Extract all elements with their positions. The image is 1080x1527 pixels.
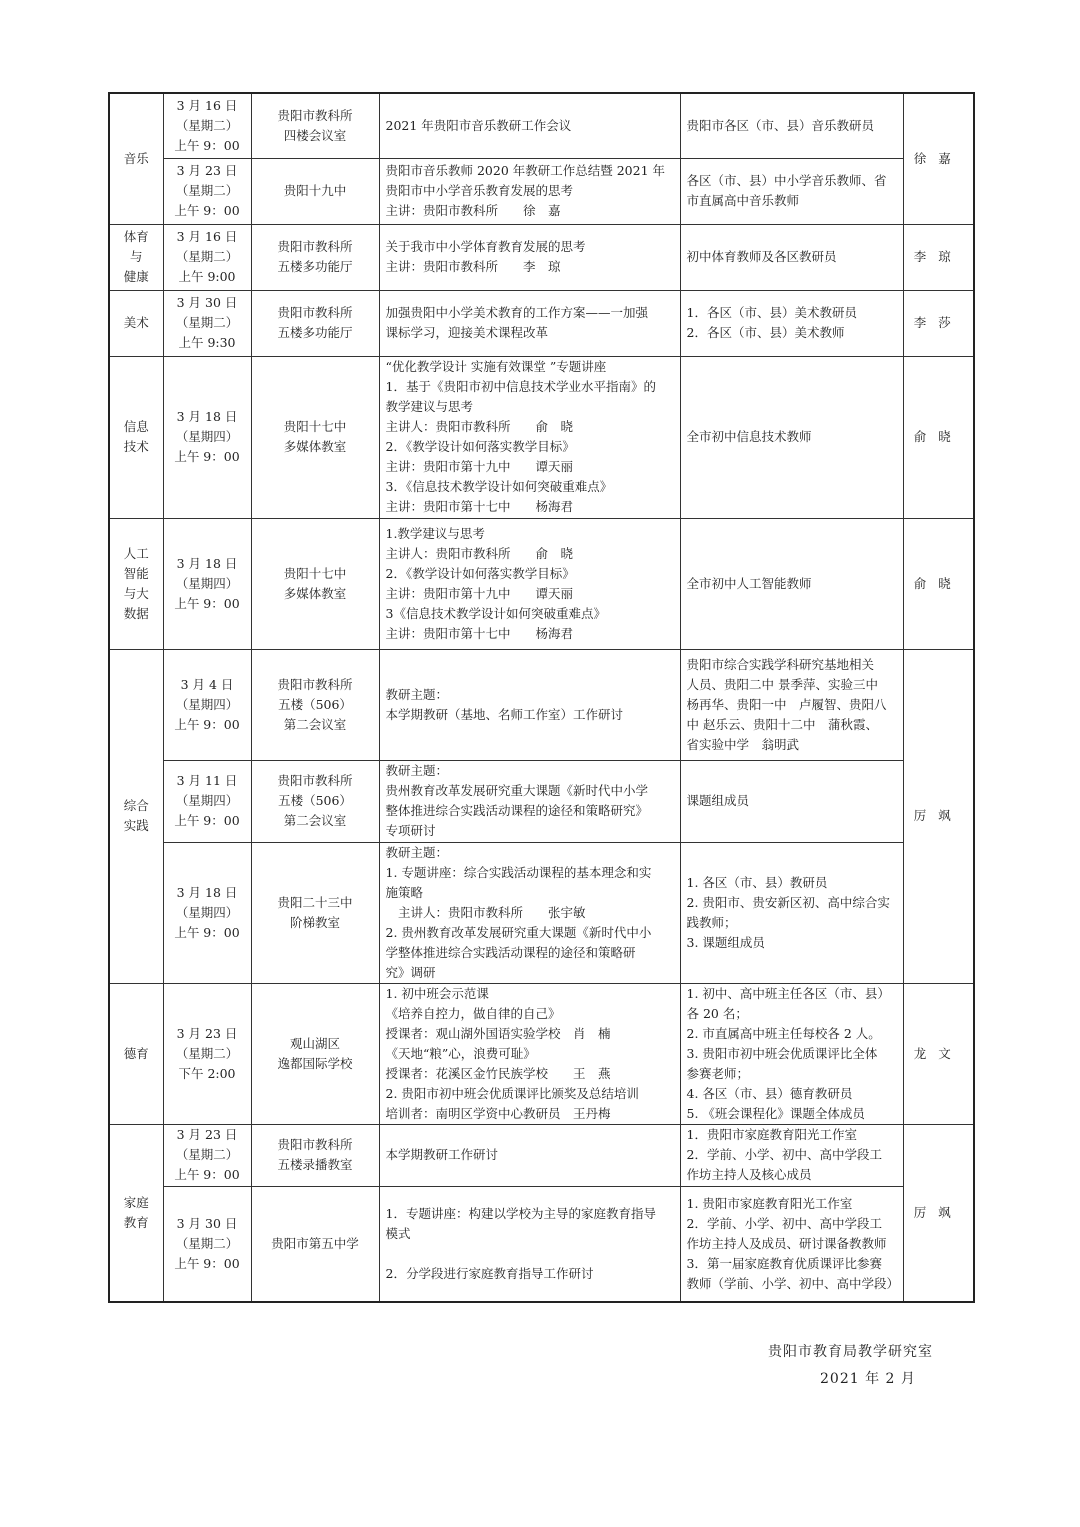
content-cell-line: 2021 年贵阳市音乐教研工作会议 xyxy=(385,117,572,133)
audience-cell-line: 践教师； xyxy=(686,914,737,930)
date-cell-line: （星期二） xyxy=(175,249,239,264)
place-cell xyxy=(251,1124,379,1186)
date-cell xyxy=(163,649,251,760)
place-cell xyxy=(251,760,379,842)
date-cell-line: 3 月 16 日 xyxy=(176,97,238,113)
audience-cell-line: 2．学前、小学、初中、高中学段工 xyxy=(686,1215,882,1231)
place-cell-line: 观山湖区 xyxy=(289,1035,340,1051)
content-cell xyxy=(379,93,680,158)
content-cell-line: 贵州教育改革发展研究重大课题《新时代中小学 xyxy=(385,783,649,798)
content-cell-line: 学整体推进综合实践活动课程的途径和策略研 xyxy=(385,944,636,960)
place-cell-line: 贵阳十七中 xyxy=(283,565,347,581)
place-cell xyxy=(251,1186,379,1302)
date-cell-line: 下午 2:00 xyxy=(178,1065,236,1081)
content-cell-line: 本学期教研工作研讨 xyxy=(385,1147,499,1162)
content-cell-line: 整体推进综合实践活动课程的途径和策略研究》 xyxy=(385,803,649,818)
place-cell-line: 贵阳市第五中学 xyxy=(271,1235,359,1251)
audience-cell-line: 杨再华、贵阳一中 卢履智、贵阳八 xyxy=(686,696,887,712)
date-cell-line: 3 月 30 日 xyxy=(176,295,238,310)
date-cell-line: 上午 9：00 xyxy=(174,449,240,464)
date-cell-line: 上午 9：00 xyxy=(174,716,240,732)
content-cell-line: 授课者：观山湖外国语实验学校 肖 楠 xyxy=(385,1025,611,1041)
audience-cell xyxy=(680,290,903,356)
place-cell xyxy=(251,224,379,290)
place-cell-line: 五楼（506） xyxy=(278,793,352,808)
audience-cell-line: 作坊主持人及核心成员 xyxy=(686,1167,812,1182)
schedule-table xyxy=(108,92,975,1303)
place-cell-line: 五楼多功能厅 xyxy=(277,325,353,340)
footer-date: 2021 年 2 月 xyxy=(820,1371,916,1387)
audience-cell-line: 市直属高中音乐教师 xyxy=(686,193,800,208)
date-cell xyxy=(163,518,251,649)
date-cell-line: （星期二） xyxy=(175,117,239,133)
audience-cell-line: 人员、贵阳二中 景季萍、实验三中 xyxy=(686,676,878,692)
content-cell xyxy=(379,158,680,224)
place-cell-line: 贵阳市教科所 xyxy=(277,239,353,254)
place-cell-line: 多媒体教室 xyxy=(283,439,347,454)
audience-cell-line: 3. 贵阳市初中班会优质课评比全体 xyxy=(686,1045,878,1061)
date-cell-line: （星期四） xyxy=(175,575,239,591)
audience-cell-line: 各区（市、县）中小学音乐教师、省 xyxy=(686,173,887,188)
date-cell-line: 3 月 18 日 xyxy=(176,409,238,424)
date-cell-line: 上午 9：00 xyxy=(174,1167,240,1182)
subject-cell-line: 德育 xyxy=(123,1045,149,1061)
subject-cell xyxy=(109,290,163,356)
content-cell-line: 主讲：贵阳市教科所 徐 嘉 xyxy=(385,203,561,218)
table-row xyxy=(109,1186,974,1302)
content-cell xyxy=(379,983,680,1124)
audience-cell-line: 参赛老师； xyxy=(686,1065,750,1081)
content-cell-line: 1．基于《贵阳市初中信息技术学业水平指南》的 xyxy=(385,379,656,394)
date-cell xyxy=(163,356,251,518)
audience-cell xyxy=(680,983,903,1124)
subject-cell xyxy=(109,93,163,224)
place-cell-line: 贵阳十九中 xyxy=(283,183,347,198)
content-cell xyxy=(379,760,680,842)
place-cell xyxy=(251,842,379,983)
date-cell-line: （星期四） xyxy=(175,696,239,712)
content-cell-line: 1．专题讲座：构建以学校为主导的家庭教育指导 xyxy=(385,1205,656,1221)
audience-cell-line: 3．第一届家庭教育优质课评比参赛 xyxy=(686,1255,882,1271)
place-cell xyxy=(251,93,379,158)
audience-cell-line: 1．贵阳市家庭教育阳光工作室 xyxy=(686,1127,857,1142)
subject-cell xyxy=(109,983,163,1124)
leader-cell: 李琼 xyxy=(903,224,974,290)
content-cell-line: 主讲：贵阳市第十九中 谭天丽 xyxy=(385,585,574,601)
audience-cell-line: 1．各区（市、县）美术教研员 xyxy=(686,305,857,320)
date-cell xyxy=(163,842,251,983)
audience-cell xyxy=(680,224,903,290)
content-cell xyxy=(379,1124,680,1186)
table-row xyxy=(109,649,974,760)
subject-cell-line: 信息 xyxy=(123,419,149,434)
audience-cell-line: 1. 各区（市、县）教研员 xyxy=(686,874,828,890)
place-cell-line: 贵阳市教科所 xyxy=(277,107,353,123)
place-cell xyxy=(251,356,379,518)
date-cell-line: 3 月 18 日 xyxy=(176,884,238,900)
subject-cell-line: 人工 xyxy=(123,545,149,561)
audience-cell-line: 1. 贵阳市家庭教育阳光工作室 xyxy=(686,1195,853,1211)
place-cell-line: 多媒体教室 xyxy=(283,585,347,601)
subject-cell-line: 与 xyxy=(129,249,143,264)
place-cell-line: 第二会议室 xyxy=(283,813,347,828)
audience-cell-line: 3. 课题组成员 xyxy=(686,934,765,950)
content-cell-line: 1. 初中班会示范课 xyxy=(385,985,489,1001)
subject-cell xyxy=(109,224,163,290)
place-cell-line: 五楼多功能厅 xyxy=(277,259,353,274)
content-cell-line: 主讲人：贵阳市教科所 俞 晓 xyxy=(385,545,574,561)
content-cell-line: 2．分学段进行家庭教育指导工作研讨 xyxy=(385,1265,594,1281)
place-cell-line: 阶梯教室 xyxy=(289,914,340,930)
date-cell-line: 3 月 23 日 xyxy=(176,163,238,178)
content-cell-line: 教研主题： xyxy=(385,844,449,860)
audience-cell xyxy=(680,1124,903,1186)
leader-cell: 龙文 xyxy=(903,983,974,1124)
date-cell-line: 3 月 30 日 xyxy=(176,1215,238,1231)
leader-cell: 厉飒 xyxy=(903,649,974,983)
subject-cell-line: 美术 xyxy=(123,315,149,330)
date-cell xyxy=(163,1124,251,1186)
content-cell-line: 《天地“粮”心，浪费可耻》 xyxy=(385,1045,536,1061)
place-cell-line: 第二会议室 xyxy=(283,716,347,732)
table-row xyxy=(109,290,974,356)
subject-cell-line: 与大 xyxy=(123,585,149,601)
date-cell-line: 上午 9:30 xyxy=(178,335,236,350)
table-row xyxy=(109,1124,974,1186)
content-cell-line: 本学期教研（基地、名师工作室）工作研讨 xyxy=(385,706,624,722)
audience-cell-line: 4. 各区（市、县）德育教研员 xyxy=(686,1085,853,1101)
audience-cell xyxy=(680,518,903,649)
date-cell-line: （星期二） xyxy=(175,1147,239,1162)
audience-cell-line: 5. 《班会课程化》课题全体成员 xyxy=(686,1105,865,1121)
content-cell-line: 3《信息技术教学设计如何突破重难点》 xyxy=(385,605,606,621)
date-cell-line: 上午 9：00 xyxy=(174,595,240,611)
place-cell xyxy=(251,983,379,1124)
place-cell xyxy=(251,518,379,649)
audience-cell xyxy=(680,158,903,224)
audience-cell-line: 2. 贵阳市、贵安新区初、高中综合实 xyxy=(686,894,890,910)
table-row xyxy=(109,760,974,842)
subject-cell-line: 综合 xyxy=(123,798,149,813)
content-cell-line: 2．《教学设计如何落实教学目标》 xyxy=(385,439,575,454)
date-cell-line: 3 月 11 日 xyxy=(176,773,238,788)
subject-cell-line: 体育 xyxy=(123,229,149,244)
place-cell xyxy=(251,290,379,356)
audience-cell-line: 各 20 名； xyxy=(686,1005,748,1021)
subject-cell-line: 教育 xyxy=(123,1214,149,1230)
content-cell-line: 关于我市中小学体育教育发展的思考 xyxy=(385,239,586,254)
date-cell-line: 3 月 16 日 xyxy=(176,229,238,244)
date-cell-line: 上午 9：00 xyxy=(174,1255,240,1271)
content-cell xyxy=(379,290,680,356)
leader-cell: 徐嘉 xyxy=(903,93,974,224)
audience-cell-line: 教师（学前、小学、初中、高中学段） xyxy=(686,1275,900,1291)
place-cell-line: 五楼录播教室 xyxy=(277,1157,353,1172)
audience-cell-line: 初中体育教师及各区教研员 xyxy=(686,249,837,264)
table-row xyxy=(109,983,974,1124)
date-cell-line: 3 月 23 日 xyxy=(176,1025,238,1041)
content-cell-line: 教研主题： xyxy=(385,763,449,778)
date-cell xyxy=(163,290,251,356)
content-cell-line: 加强贵阳中小学美术教育的工作方案——一加强 xyxy=(385,305,649,320)
subject-cell xyxy=(109,649,163,983)
subject-cell-line: 音乐 xyxy=(123,150,149,166)
content-cell xyxy=(379,224,680,290)
audience-cell-line: 贵阳市综合实践学科研究基地相关 xyxy=(686,656,875,672)
footer-org: 贵阳市教育局教学研究室 xyxy=(768,1344,933,1360)
date-cell-line: （星期四） xyxy=(175,429,239,444)
date-cell-line: （星期四） xyxy=(175,904,239,920)
content-cell-line: 专项研讨 xyxy=(385,823,436,838)
place-cell-line: 逸都国际学校 xyxy=(277,1055,353,1071)
content-cell-line: 主讲人：贵阳市教科所 张宇敏 xyxy=(385,904,586,920)
content-cell-line: 主讲：贵阳市第十九中 谭天丽 xyxy=(385,459,574,474)
content-cell-line: 贵阳市音乐教师 2020 年教研工作总结暨 2021 年 xyxy=(385,163,666,178)
date-cell xyxy=(163,224,251,290)
content-cell xyxy=(379,842,680,983)
content-cell-line: 培训者：南明区学资中心教研员 王丹梅 xyxy=(385,1105,611,1121)
audience-cell-line: 1. 初中、高中班主任各区（市、县） xyxy=(686,985,890,1001)
audience-cell xyxy=(680,649,903,760)
table-row xyxy=(109,356,974,518)
audience-cell-line: 中 赵乐云、贵阳十二中 蒲秋霞、 xyxy=(686,716,878,732)
table-row xyxy=(109,224,974,290)
content-cell-line: 教学建议与思考 xyxy=(385,399,474,414)
subject-cell-line: 智能 xyxy=(123,565,149,581)
date-cell-line: 上午 9：00 xyxy=(174,813,240,828)
date-cell-line: 3 月 4 日 xyxy=(180,676,234,692)
date-cell xyxy=(163,760,251,842)
leader-cell: 俞晓 xyxy=(903,518,974,649)
subject-cell-line: 数据 xyxy=(123,605,149,621)
audience-cell-line: 省实验中学 翁明武 xyxy=(686,736,800,752)
place-cell-line: 五楼（506） xyxy=(278,696,352,712)
content-cell-line: 2. 贵阳市初中班会优质课评比颁奖及总结培训 xyxy=(385,1085,639,1101)
subject-cell-line: 家庭 xyxy=(123,1194,149,1210)
content-cell-line: 课标学习，迎接美术课程改革 xyxy=(385,325,549,340)
date-cell-line: （星期二） xyxy=(175,1235,239,1251)
table-row xyxy=(109,93,974,158)
content-cell-line: 2. 贵州教育改革发展研究重大课题《新时代中小 xyxy=(385,924,652,940)
leader-cell: 厉飒 xyxy=(903,1124,974,1302)
content-cell-line: 主讲：贵阳市第十七中 杨海君 xyxy=(385,499,574,514)
content-cell-line: 贵阳市中小学音乐教育发展的思考 xyxy=(385,183,574,198)
content-cell-line: 1.教学建议与思考 xyxy=(385,525,485,541)
date-cell xyxy=(163,158,251,224)
date-cell-line: 3 月 23 日 xyxy=(176,1127,238,1142)
audience-cell xyxy=(680,93,903,158)
audience-cell xyxy=(680,760,903,842)
subject-cell xyxy=(109,1124,163,1302)
audience-cell-line: 2. 市直属高中班主任每校各 2 人。 xyxy=(686,1025,881,1041)
date-cell-line: 3 月 18 日 xyxy=(176,555,238,571)
content-cell xyxy=(379,1186,680,1302)
place-cell-line: 贵阳二十三中 xyxy=(277,894,353,910)
content-cell xyxy=(379,649,680,760)
date-cell-line: 上午 9:00 xyxy=(178,269,236,284)
date-cell xyxy=(163,1186,251,1302)
place-cell xyxy=(251,649,379,760)
subject-cell xyxy=(109,356,163,518)
place-cell-line: 贵阳市教科所 xyxy=(277,773,353,788)
content-cell-line: 教研主题： xyxy=(385,686,449,702)
place-cell-line: 贵阳市教科所 xyxy=(277,676,353,692)
content-cell-line: “优化教学设计 实施有效课堂 ”专题讲座 xyxy=(385,359,607,374)
date-cell-line: 上午 9：00 xyxy=(174,203,240,218)
content-cell-line: 模式 xyxy=(385,1225,411,1241)
leader-cell: 俞晓 xyxy=(903,356,974,518)
schedule-body xyxy=(109,93,974,1302)
audience-cell-line: 全市初中人工智能教师 xyxy=(686,575,812,591)
place-cell xyxy=(251,158,379,224)
content-cell-line: 究》调研 xyxy=(385,964,436,980)
audience-cell xyxy=(680,1186,903,1302)
audience-cell-line: 课题组成员 xyxy=(686,793,750,808)
content-cell xyxy=(379,518,680,649)
table-row xyxy=(109,842,974,983)
content-cell-line: 3．《信息技术教学设计如何突破重难点》 xyxy=(385,479,613,494)
place-cell-line: 四楼会议室 xyxy=(283,127,347,143)
content-cell-line xyxy=(386,1244,674,1264)
audience-cell-line: 2．各区（市、县）美术教师 xyxy=(686,325,845,340)
subject-cell-line: 技术 xyxy=(123,439,149,454)
subject-cell xyxy=(109,518,163,649)
content-cell-line: 1. 专题讲座：综合实践活动课程的基本理念和实 xyxy=(385,864,652,880)
audience-cell-line: 2．学前、小学、初中、高中学段工 xyxy=(686,1147,882,1162)
content-cell-line: 授课者：花溪区金竹民族学校 王 燕 xyxy=(385,1065,611,1081)
content-cell-line: 主讲人：贵阳市教科所 俞 晓 xyxy=(385,419,574,434)
date-cell-line: 上午 9：00 xyxy=(174,137,240,153)
date-cell xyxy=(163,983,251,1124)
content-cell xyxy=(379,356,680,518)
content-cell-line: 2．《教学设计如何落实教学目标》 xyxy=(385,565,575,581)
subject-cell-line: 健康 xyxy=(123,269,149,284)
leader-cell: 李莎 xyxy=(903,290,974,356)
audience-cell-line: 全市初中信息技术教师 xyxy=(686,429,812,444)
audience-cell xyxy=(680,356,903,518)
date-cell-line: （星期二） xyxy=(175,1045,239,1061)
table-row xyxy=(109,158,974,224)
place-cell-line: 贵阳市教科所 xyxy=(277,305,353,320)
content-cell-line: 主讲：贵阳市教科所 李 琼 xyxy=(385,259,561,274)
date-cell xyxy=(163,93,251,158)
place-cell-line: 贵阳十七中 xyxy=(283,419,347,434)
content-cell-line: 主讲：贵阳市第十七中 杨海君 xyxy=(385,625,574,641)
subject-cell-line: 实践 xyxy=(123,818,149,833)
date-cell-line: 上午 9：00 xyxy=(174,924,240,940)
content-cell-line: 《培养自控力，做自律的自己》 xyxy=(385,1005,561,1021)
place-cell-line: 贵阳市教科所 xyxy=(277,1137,353,1152)
date-cell-line: （星期二） xyxy=(175,183,239,198)
date-cell-line: （星期四） xyxy=(175,793,239,808)
audience-cell xyxy=(680,842,903,983)
date-cell-line: （星期二） xyxy=(175,315,239,330)
content-cell-line: 施策略 xyxy=(385,884,424,900)
audience-cell-line: 作坊主持人及成员、研讨课备教教师 xyxy=(686,1235,887,1251)
table-row xyxy=(109,518,974,649)
audience-cell-line: 贵阳市各区（市、县）音乐教研员 xyxy=(686,117,875,133)
